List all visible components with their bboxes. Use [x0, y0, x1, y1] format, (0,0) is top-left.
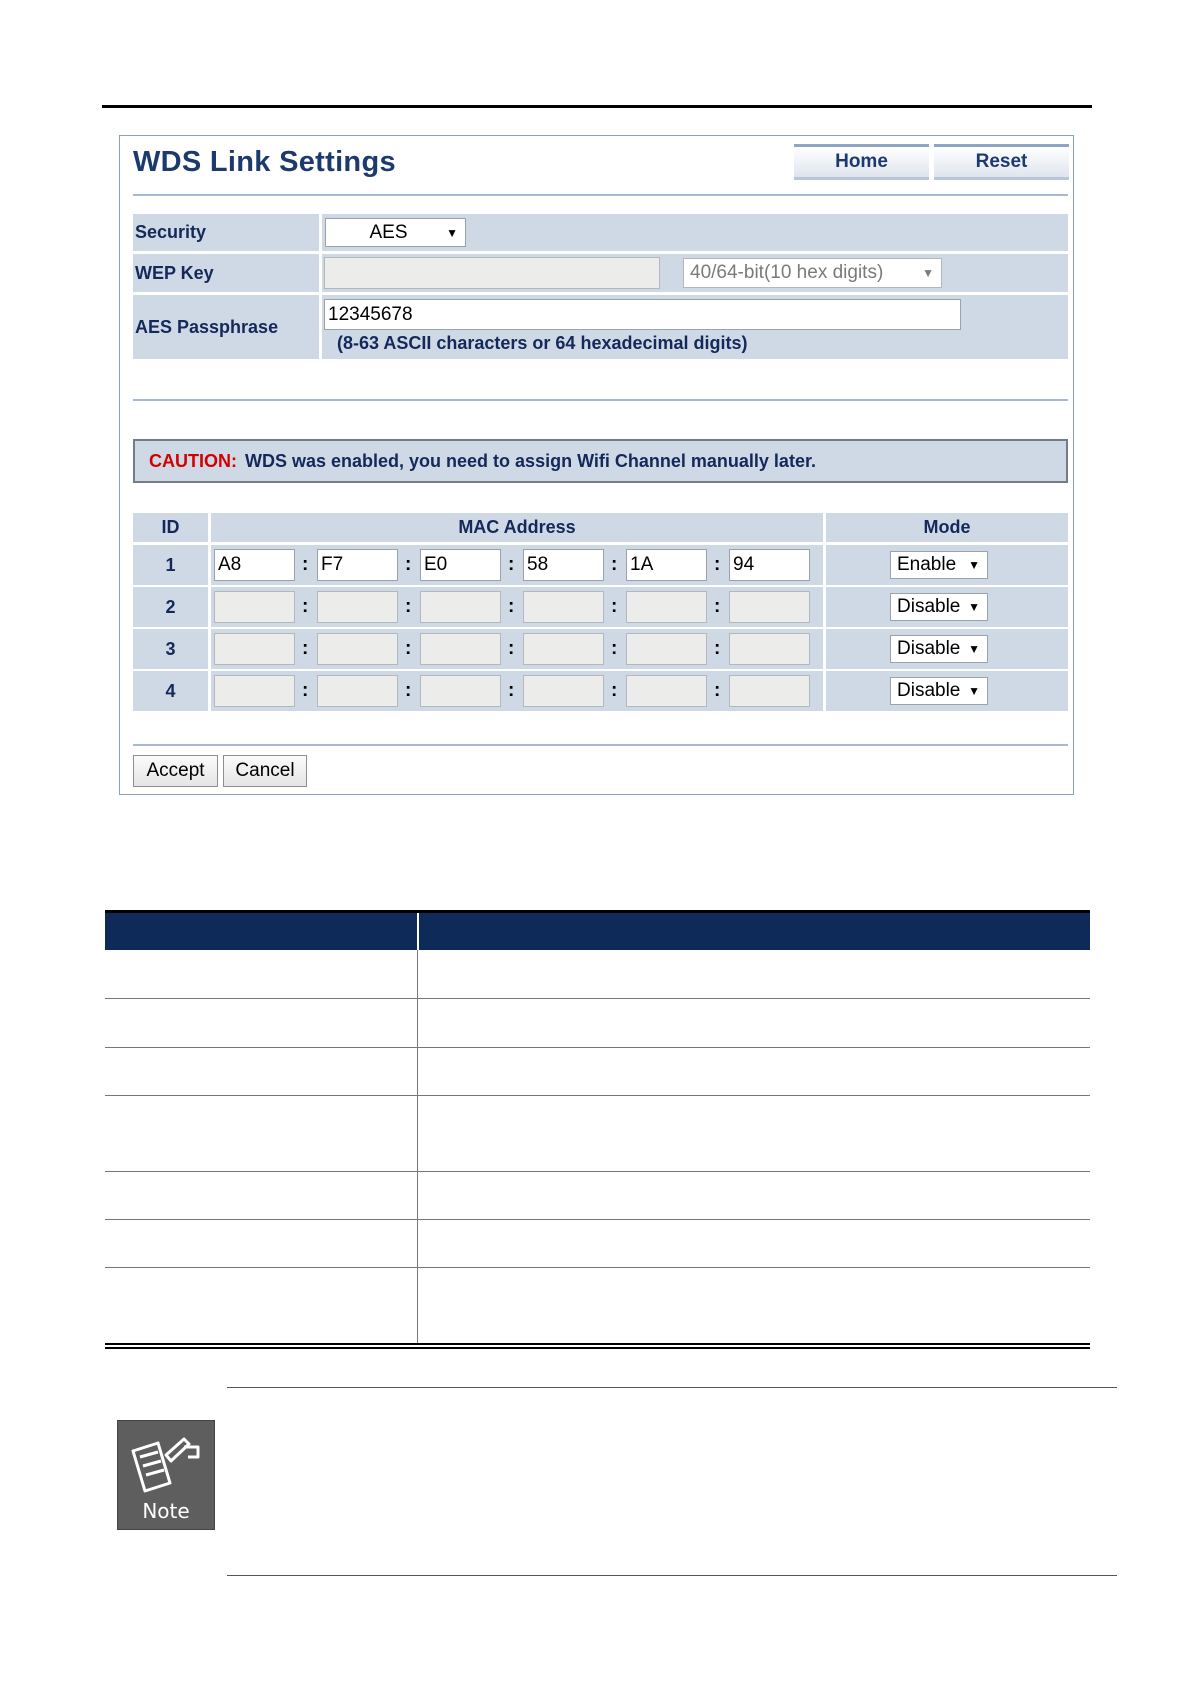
table-row	[105, 999, 1090, 1048]
table-row	[105, 1048, 1090, 1096]
mac-octet-input[interactable]	[214, 675, 295, 707]
mac-separator: :	[302, 554, 309, 575]
mac-octet-input[interactable]	[523, 591, 604, 623]
mac-octet-input[interactable]	[729, 675, 810, 707]
mac-octet-input[interactable]	[317, 633, 398, 665]
mac-octet-input[interactable]	[420, 591, 501, 623]
table-row	[105, 1096, 1090, 1172]
column-divider	[417, 1268, 418, 1343]
table-header-mode: Mode	[826, 513, 1068, 542]
mac-octet-input[interactable]	[214, 633, 295, 665]
mac-separator: :	[611, 596, 618, 617]
row-id: 3	[133, 629, 208, 669]
mode-select[interactable]	[890, 635, 988, 663]
wds-link-settings-panel	[119, 135, 1074, 795]
mac-octet-input[interactable]	[214, 591, 295, 623]
mode-select[interactable]	[890, 677, 988, 705]
mac-octet-input[interactable]: E0	[420, 549, 501, 581]
aes-passphrase-input[interactable]: 12345678	[324, 299, 961, 330]
mac-octet-input[interactable]	[420, 633, 501, 665]
mac-octet-input[interactable]: A8	[214, 549, 295, 581]
mac-separator: :	[302, 638, 309, 659]
aes-passphrase-label: AES Passphrase	[133, 295, 319, 359]
mac-separator: :	[302, 680, 309, 701]
table-bottom-rule	[105, 1343, 1090, 1349]
table-row	[105, 1172, 1090, 1220]
column-divider	[417, 1172, 418, 1219]
mac-octet-input[interactable]	[729, 633, 810, 665]
caution-label: CAUTION:	[149, 450, 237, 471]
table-header-mac: MAC Address	[211, 513, 823, 542]
column-divider	[417, 1096, 418, 1171]
wep-key-length-value: 40/64-bit(10 hex digits)	[690, 262, 884, 283]
mode-select-value: Enable	[897, 554, 957, 575]
column-divider	[417, 950, 418, 998]
accept-button[interactable]: Accept	[133, 755, 218, 787]
note-top-rule	[227, 1387, 1117, 1388]
mac-separator: :	[508, 554, 515, 575]
column-divider	[417, 999, 418, 1047]
mac-octet-input[interactable]	[626, 675, 707, 707]
title-divider	[133, 194, 1068, 196]
row-id: 2	[133, 587, 208, 627]
column-divider	[417, 913, 419, 950]
home-button[interactable]: Home	[794, 144, 929, 180]
section-divider	[133, 399, 1068, 401]
description-table-header	[105, 910, 1090, 950]
mac-separator: :	[611, 680, 618, 701]
mac-separator: :	[405, 638, 412, 659]
caution-message: WDS was enabled, you need to assign Wifi Channel manually later.	[245, 450, 816, 471]
page-top-rule	[102, 105, 1092, 108]
security-select-value: AES	[369, 221, 408, 243]
mode-select-value: Disable	[897, 638, 961, 659]
mode-select-value: Disable	[897, 596, 961, 617]
security-select[interactable]	[325, 218, 466, 247]
notepad-pen-icon	[118, 1421, 216, 1501]
mac-separator: :	[508, 638, 515, 659]
mac-octet-input[interactable]	[420, 675, 501, 707]
row-id: 1	[133, 545, 208, 585]
mac-octet-input[interactable]	[317, 591, 398, 623]
note-icon	[117, 1420, 215, 1530]
wep-key-input[interactable]	[324, 257, 660, 289]
wep-key-label: WEP Key	[133, 254, 319, 292]
table-row	[105, 1220, 1090, 1268]
footer-divider	[133, 744, 1068, 746]
chevron-down-icon: ▼	[922, 266, 934, 280]
mac-separator: :	[405, 596, 412, 617]
column-divider	[417, 1048, 418, 1095]
mac-octet-input[interactable]	[729, 591, 810, 623]
caution-banner	[133, 439, 1068, 483]
mac-separator: :	[611, 638, 618, 659]
chevron-down-icon: ▼	[968, 684, 980, 698]
mode-select-value: Disable	[897, 680, 961, 701]
page-title: WDS Link Settings	[133, 146, 396, 178]
mac-octet-input[interactable]	[523, 675, 604, 707]
chevron-down-icon: ▼	[968, 600, 980, 614]
chevron-down-icon: ▼	[968, 558, 980, 572]
mode-select[interactable]	[890, 593, 988, 621]
security-label: Security	[133, 214, 319, 251]
table-row	[105, 950, 1090, 999]
mac-separator: :	[405, 680, 412, 701]
cancel-button[interactable]: Cancel	[223, 755, 307, 787]
wep-key-length-select[interactable]	[683, 258, 942, 288]
mac-separator: :	[302, 596, 309, 617]
chevron-down-icon: ▼	[446, 225, 458, 240]
mac-octet-input[interactable]	[317, 675, 398, 707]
mac-octet-input[interactable]: 58	[523, 549, 604, 581]
note-bottom-rule	[227, 1575, 1117, 1576]
reset-button[interactable]: Reset	[934, 144, 1069, 180]
mac-octet-input[interactable]	[626, 633, 707, 665]
row-id: 4	[133, 671, 208, 711]
mac-separator: :	[714, 680, 721, 701]
mac-octet-input[interactable]	[523, 633, 604, 665]
column-divider	[417, 1220, 418, 1267]
note-label: Note	[142, 1499, 190, 1523]
chevron-down-icon: ▼	[968, 642, 980, 656]
mac-separator: :	[714, 596, 721, 617]
mac-separator: :	[714, 554, 721, 575]
mode-select[interactable]	[890, 551, 988, 579]
mac-separator: :	[611, 554, 618, 575]
mac-octet-input[interactable]: F7	[317, 549, 398, 581]
mac-separator: :	[508, 596, 515, 617]
mac-separator: :	[405, 554, 412, 575]
mac-octet-input[interactable]: 94	[729, 549, 810, 581]
mac-octet-input[interactable]	[626, 591, 707, 623]
aes-passphrase-hint: (8-63 ASCII characters or 64 hexadecimal digits)	[337, 333, 748, 353]
mac-separator: :	[508, 680, 515, 701]
table-header-id: ID	[133, 513, 208, 542]
table-row	[105, 1268, 1090, 1343]
mac-separator: :	[714, 638, 721, 659]
mac-octet-input[interactable]: 1A	[626, 549, 707, 581]
